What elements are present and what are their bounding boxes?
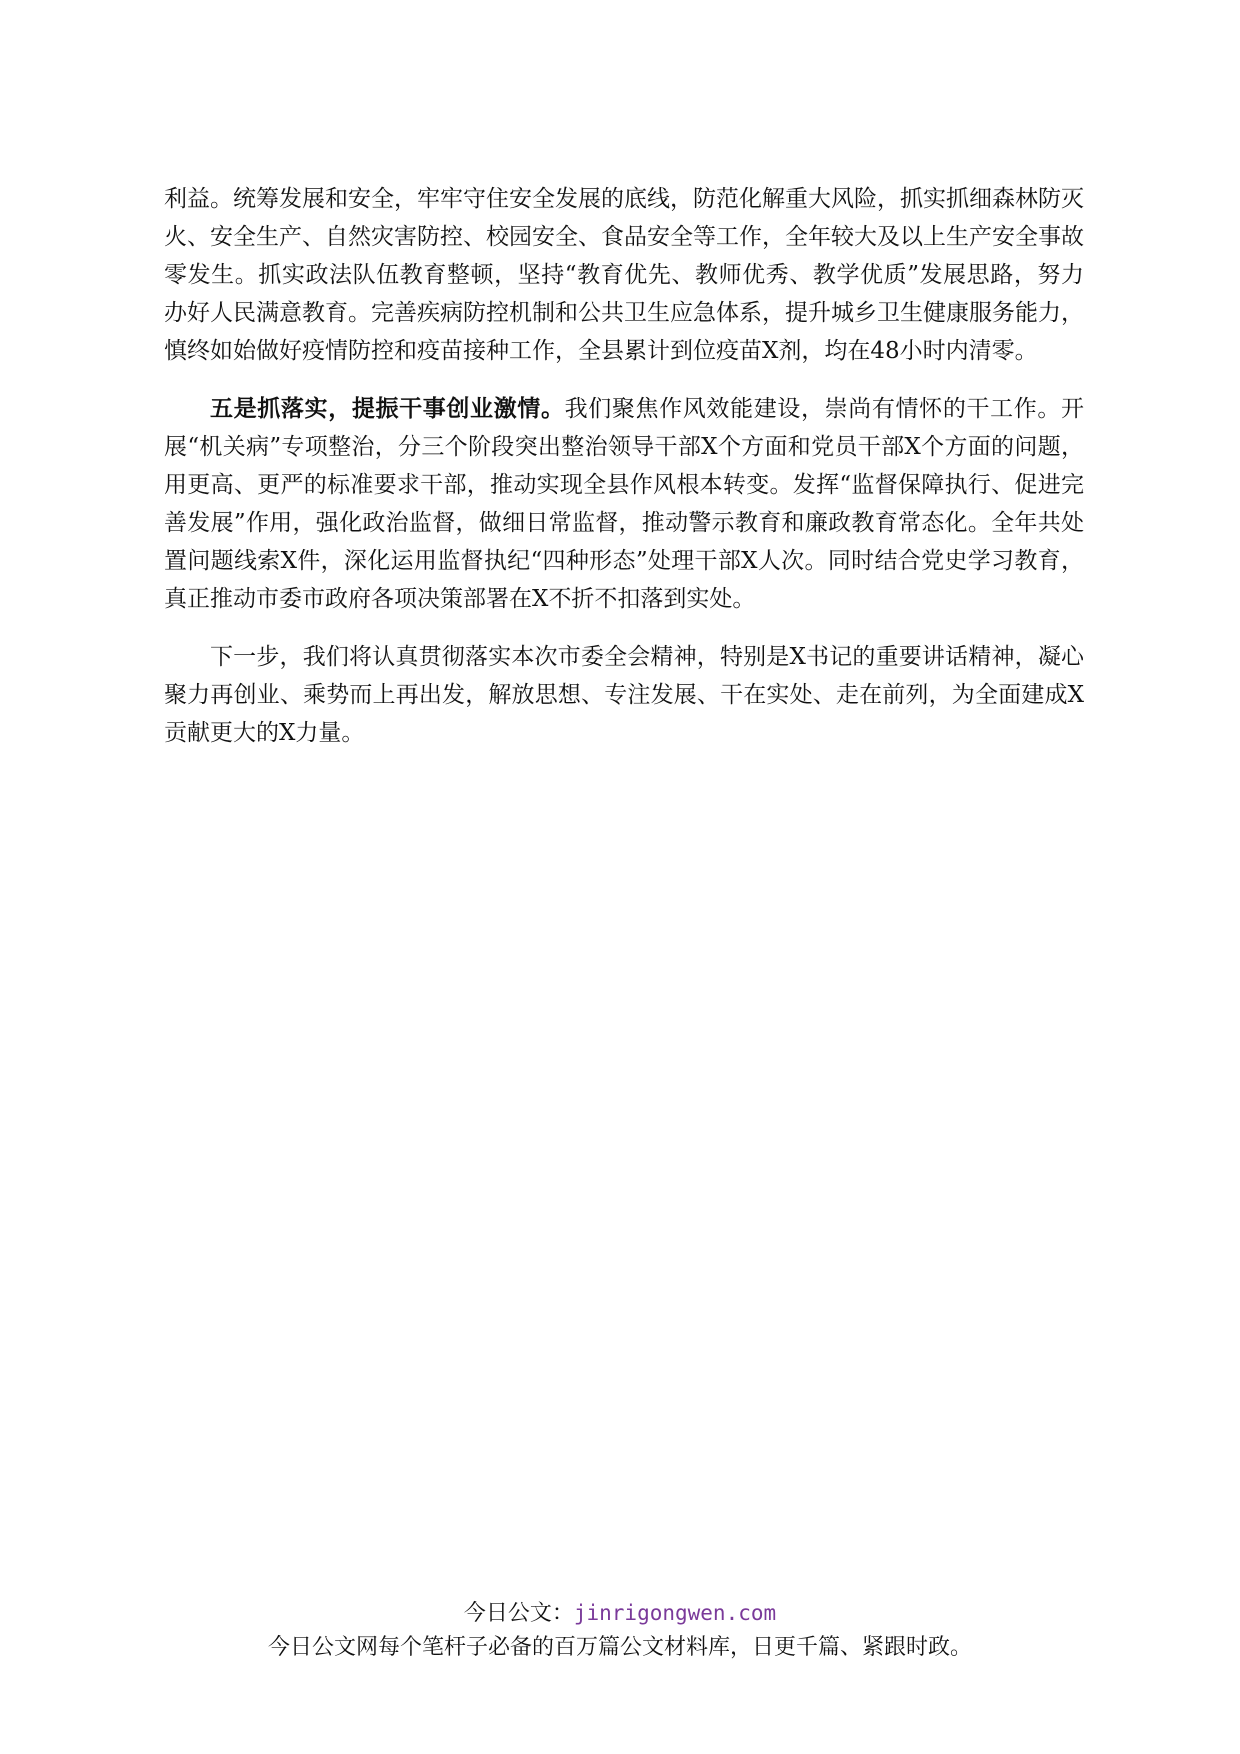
paragraph-2-text: 我们聚焦作风效能建设，崇尚有情怀的干工作。开展“机关病”专项整治，分三个阶段突出整治领导干部X个方面和党员干部X个方面的问题，用更高、更严的标准要求干部，推动实现全县作风根本转变。发挥“监督保障执行、促进完善发展”作用，强化政治监督，做细日常监督，推动警示教育和廉政教育常态化。全年共处置问题线索X件，深化运用监督执纪“四种形态”处理干部X人次。同时结合党史学习教育，真正推动市委市政府各项决策部署在X不折不扣落到实处。 bbox=[164, 396, 1085, 612]
paragraph-2 bbox=[164, 390, 1084, 618]
footer-site-link[interactable]: jinrigongwen.com bbox=[573, 1601, 777, 1625]
footer-site-label: 今日公文： bbox=[463, 1601, 574, 1626]
footer-tagline: 今日公文网每个笔杆子必备的百万篇公文材料库，日更千篇、紧跟时政。 bbox=[267, 1635, 972, 1660]
footer-site-line bbox=[0, 1596, 1240, 1631]
page-footer bbox=[0, 1596, 1240, 1665]
document-body bbox=[164, 180, 1084, 772]
paragraph-2-lead: 五是抓落实，提振干事创业激情。 bbox=[210, 396, 565, 422]
paragraph-1-text: 利益。统筹发展和安全，牢牢守住安全发展的底线，防范化解重大风险，抓实抓细森林防灭火、安全生产、自然灾害防控、校园安全、食品安全等工作，全年较大及以上生产安全事故零发生。抓实政法队伍教育整顿，坚持“教育优先、教师优秀、教学优质”发展思路，努力办好人民满意教育。完善疾病防控机制和公共卫生应急体系，提升城乡卫生健康服务能力，慎终如始做好疫情防控和疫苗接种工作，全县累计到位疫苗X剂，均在48小时内清零。 bbox=[164, 186, 1084, 364]
paragraph-3-text: 下一步，我们将认真贯彻落实本次市委全会精神，特别是X书记的重要讲话精神，凝心聚力再创业、乘势而上再出发，解放思想、专注发展、干在实处、走在前列，为全面建成X贡献更大的X力量。 bbox=[164, 644, 1084, 746]
paragraph-1 bbox=[164, 180, 1084, 370]
paragraph-3 bbox=[164, 638, 1084, 752]
